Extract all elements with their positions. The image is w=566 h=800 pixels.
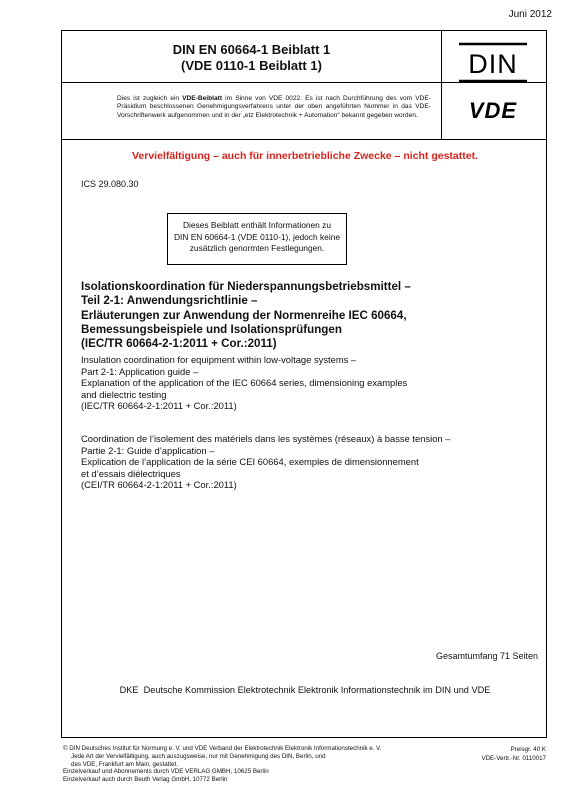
german-title-line: (IEC/TR 60664-2-1:2011 + Cor.:2011) <box>81 337 277 351</box>
copyright-line: des VDE, Frankfurt am Main, gestattet. <box>71 760 178 768</box>
ics-code: ICS 29.080.30 <box>81 179 139 189</box>
english-title-line: (IEC/TR 60664-2-1:2011 + Cor.:2011) <box>81 400 237 411</box>
german-title-line: Erläuterungen zur Anwendung der Normenreihe IEC 60664, <box>81 308 407 322</box>
french-title-line: et d’essais diélectriques <box>81 467 181 479</box>
publication-date: Juni 2012 <box>508 9 552 20</box>
english-title-line: and dielectric testing <box>81 388 167 400</box>
intro-text-suffix: im Sinne von VDE 0022. Es ist nach Durchführung des vom VDE-Präsidium beschlossenen Genehmigungsverfahrens unter der oben angeführten Nummer in das VDE-Vorschriftenwerk aufgenommen und in der „etz Elektrotechnik + Automation“ bekannt gegeben worden. <box>117 95 431 119</box>
frame-divider <box>62 139 546 140</box>
copyright-line: Jede Art der Vervielfältigung, auch auszugsweise, nur mit Genehmigung des DIN, Berlin, und <box>71 752 326 760</box>
vde-number: (VDE 0110-1 Beiblatt 1) <box>181 58 322 73</box>
vde-registration-note <box>117 95 431 120</box>
german-title-line: Bemessungsbeispiele und Isolationsprüfungen <box>81 322 342 336</box>
publisher-name: Deutsche Kommission Elektrotechnik Elektronik Informationstechnik im DIN und VDE <box>143 685 491 695</box>
english-title-line: Part 2-1: Application guide – <box>81 365 199 377</box>
price-info <box>481 745 546 763</box>
publisher-abbr: DKE <box>119 685 139 695</box>
supplement-note-line: zusätzlich genormten Festlegungen. <box>189 243 325 253</box>
supplement-note-line: Dieses Beiblatt enthält Informationen zu <box>182 220 332 230</box>
copyright-line: © DIN Deutsches Institut für Normung e. V. und VDE Verband der Elektrotechnik Elektronik Informationstechnik e. V. <box>63 745 382 752</box>
french-title <box>81 433 541 491</box>
vde-logo-text: VDE <box>468 98 518 123</box>
price-group: Preisgr. 40 K <box>510 746 546 753</box>
supplement-note-line: DIN EN 60664-1 (VDE 0110-1), jedoch keine <box>173 231 341 242</box>
vde-order-number: VDE-Vertr.-Nr. 0110017 <box>481 755 546 762</box>
english-title <box>81 354 541 412</box>
intro-text-bold: VDE-Beiblatt <box>182 95 223 102</box>
footer-legal <box>63 745 423 784</box>
standard-number: DIN EN 60664-1 Beiblatt 1 <box>172 42 331 57</box>
german-title <box>81 280 541 351</box>
sales-line: Einzelverkauf auch durch Beuth Verlag GmbH, 10772 Berlin <box>63 776 228 784</box>
din-logo-text: DIN <box>468 49 518 79</box>
reproduction-warning: Vervielfältigung – auch für innerbetriebliche Zwecke – nicht gestattet. <box>131 150 478 162</box>
vde-logo-icon <box>452 97 534 123</box>
french-title-line: (CEI/TR 60664-2-1:2011 + Cor.:2011) <box>81 479 237 490</box>
publisher-line <box>62 685 548 695</box>
frame-divider-vertical <box>441 31 442 139</box>
french-title-line: Coordination de l’isolement des matériels dans les systèmes (réseaux) à basse tension – <box>81 433 451 444</box>
din-logo-icon <box>453 40 533 84</box>
french-title-line: Partie 2-1: Guide d’application – <box>81 444 215 456</box>
intro-text-prefix: Dies ist zugleich ein <box>117 95 183 102</box>
french-title-line: Explication de l’application de la série CEI 60664, exemples de dimensionnement <box>81 456 419 467</box>
german-title-line: Isolationskoordination für Niederspannungsbetriebsmittel – <box>81 280 411 293</box>
page-count: Gesamtumfang 71 Seiten <box>435 651 538 661</box>
english-title-line: Insulation coordination for equipment within low-voltage systems – <box>81 354 357 365</box>
supplement-note-box <box>167 213 347 265</box>
english-title-line: Explanation of the application of the IEC 60664 series, dimensioning examples <box>81 377 408 388</box>
sales-line: Einzelverkauf und Abonnements durch VDE VERLAG GMBH, 10625 Berlin <box>63 768 269 776</box>
german-title-line: Teil 2-1: Anwendungsrichtlinie – <box>81 294 258 308</box>
